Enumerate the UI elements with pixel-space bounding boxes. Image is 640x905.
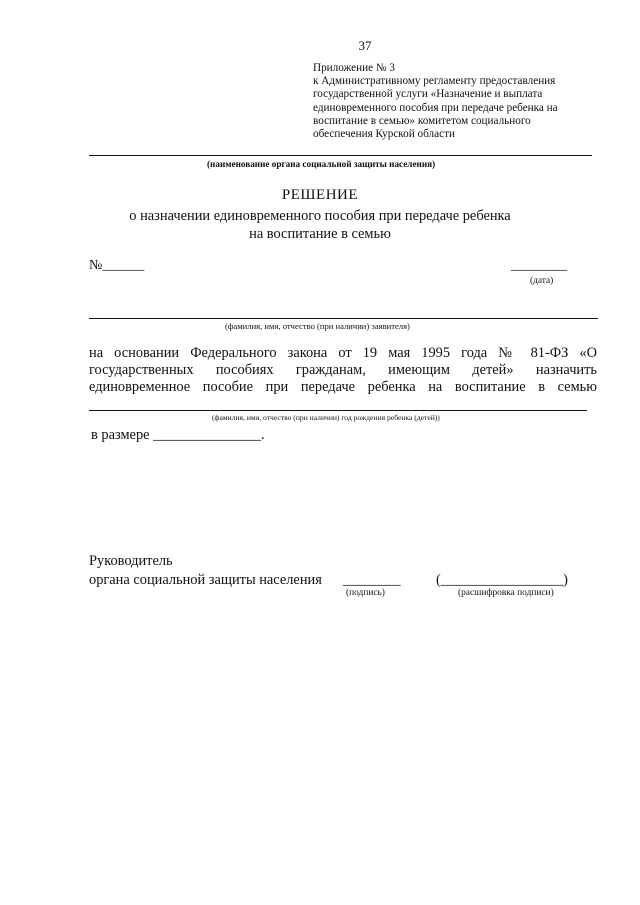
appendix-line: к Административному регламенту предоставления — [313, 75, 556, 88]
child-caption: (фамилия, имя, отчество (при наличии) год рождения ребенка (детей)) — [212, 413, 440, 422]
appendix-line: единовременного пособия при передаче ребенка на — [313, 101, 558, 114]
body-line: государственных пособиях гражданам, имеющим детей» назначить — [89, 362, 597, 378]
page-number: 37 — [358, 38, 372, 53]
signature-decode-caption: (расшифровка подписи) — [458, 588, 554, 598]
subtitle-line: о назначении единовременного пособия при передаче ребенка — [129, 208, 511, 224]
amount-field: в размере _______________. — [91, 427, 265, 443]
document-subtitle — [0, 207, 640, 243]
date-caption: (дата) — [530, 276, 554, 286]
appendix-line: Приложение № 3 — [313, 62, 395, 74]
signature-blank: ________ — [343, 572, 401, 588]
child-name-line — [89, 410, 587, 411]
signature-decode-blank: (_________________) — [436, 572, 568, 588]
applicant-caption: (фамилия, имя, отчество (при наличии) заявителя) — [225, 321, 410, 331]
signature-caption: (подпись) — [346, 588, 385, 598]
subtitle-line: на воспитание в семью — [249, 226, 391, 242]
org-name-caption: (наименование органа социальной защиты населения) — [207, 159, 436, 169]
appendix-line: воспитание в семью» комитетом социального — [313, 114, 531, 127]
decision-body — [89, 345, 597, 396]
appendix-block — [313, 62, 603, 141]
body-line: единовременное пособие при передаче ребенка на воспитание в семью — [89, 379, 597, 395]
signatory-line: Руководитель — [89, 553, 173, 569]
applicant-name-line — [89, 318, 598, 319]
decision-number-field: №______ — [89, 258, 145, 273]
document-title: РЕШЕНИЕ — [281, 187, 359, 203]
appendix-line: обеспечения Курской области — [313, 128, 455, 141]
signatory-title — [89, 552, 322, 590]
date-blank: ________ — [511, 258, 567, 273]
signatory-line: органа социальной защиты населения — [89, 572, 322, 588]
body-line: на основании Федерального закона от 19 мая 1995 года № 81-ФЗ «О — [89, 345, 597, 361]
org-name-line — [89, 155, 592, 156]
appendix-line: государственной услуги «Назначение и выплата — [313, 88, 543, 101]
